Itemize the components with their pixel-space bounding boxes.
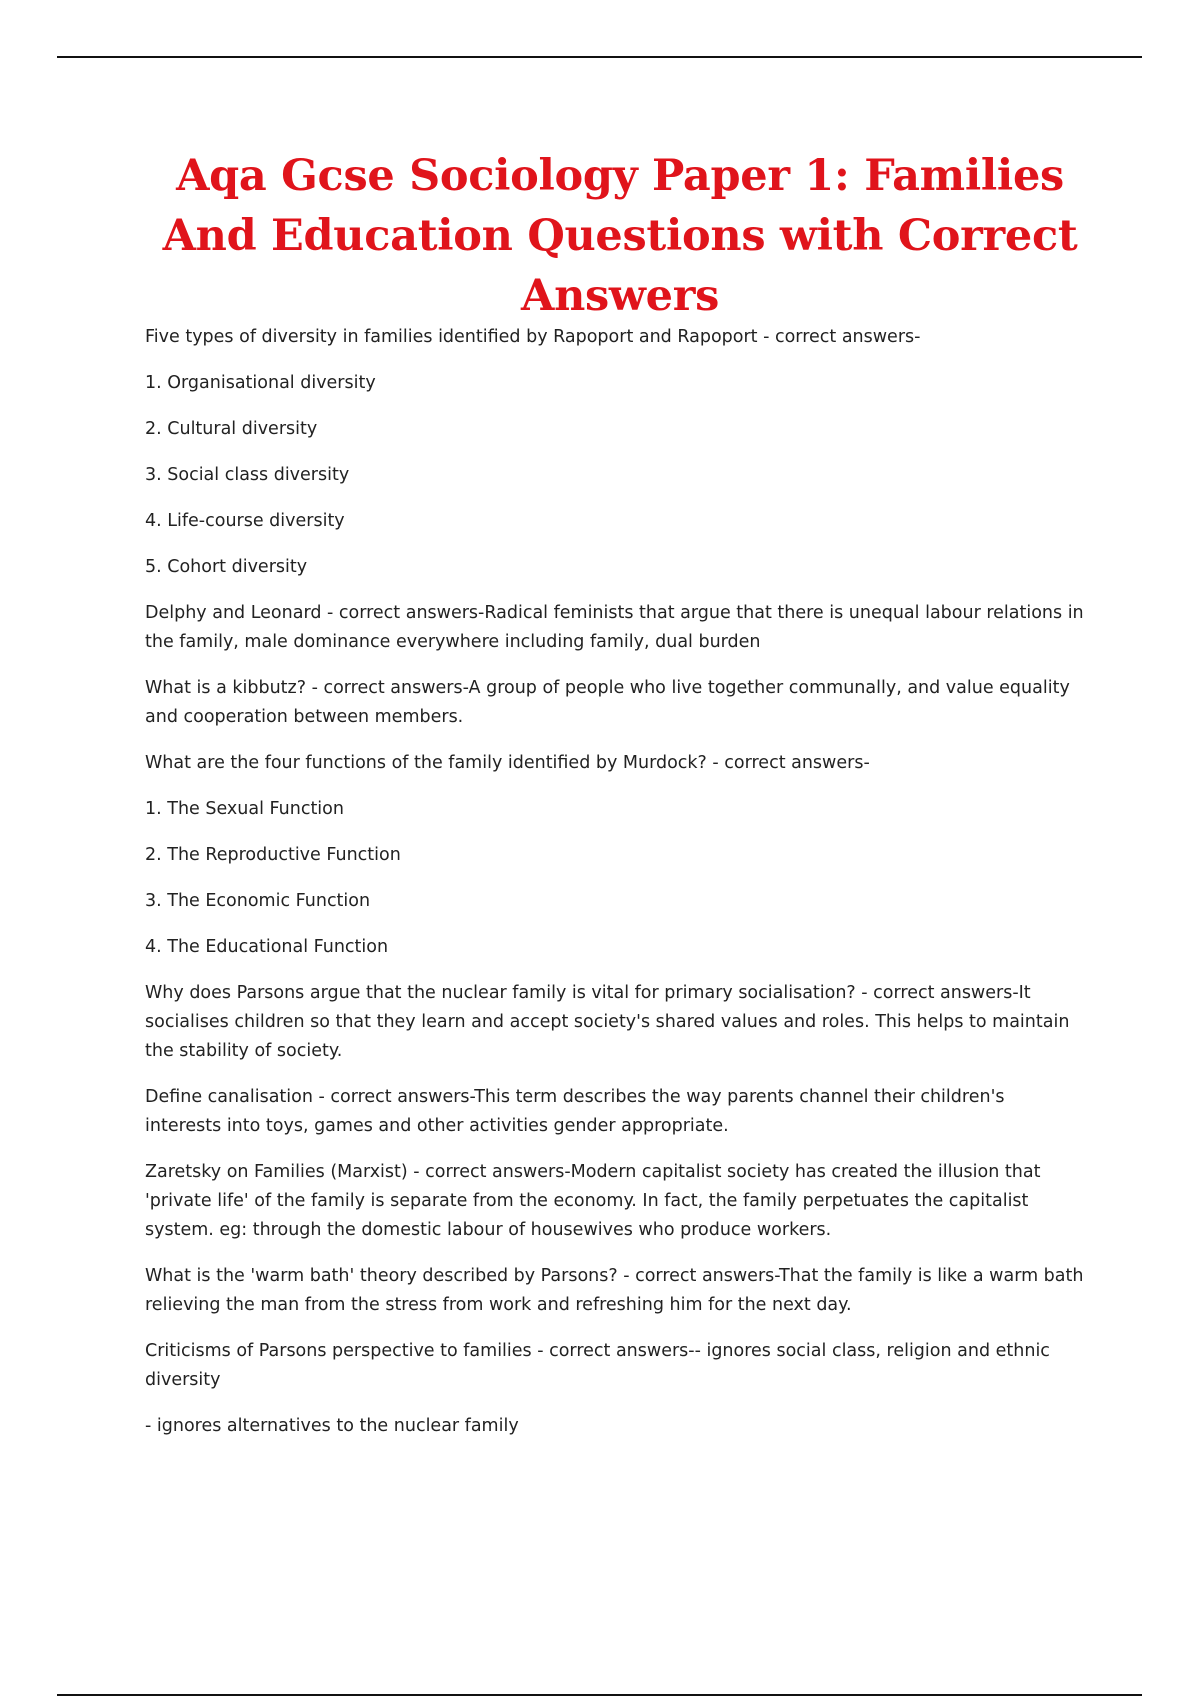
question-paragraph: What are the four functions of the family identified by Murdock? - correct answers- bbox=[145, 753, 870, 773]
footer-rule bbox=[57, 1694, 1142, 1696]
question-paragraph: Criticisms of Parsons perspective to families - correct answers-- ignores social class, religion and ethnic diversity bbox=[145, 1341, 1050, 1390]
list-item: 2. The Reproductive Function bbox=[145, 845, 401, 865]
document-body bbox=[145, 323, 1085, 1458]
question-paragraph: Five types of diversity in families identified by Rapoport and Rapoport - correct answers- bbox=[145, 327, 921, 347]
header-rule bbox=[57, 56, 1142, 58]
list-item: 1. The Sexual Function bbox=[145, 799, 344, 819]
list-item: 5. Cohort diversity bbox=[145, 557, 308, 577]
question-paragraph: What is the 'warm bath' theory described by Parsons? - correct answers-That the family is like a warm bath relieving the man from the stress from work and refreshing him for the next day. bbox=[145, 1266, 1084, 1315]
list-item: 1. Organisational diversity bbox=[145, 373, 376, 393]
list-item: - ignores alternatives to the nuclear family bbox=[145, 1416, 519, 1436]
list-item: 4. Life-course diversity bbox=[145, 511, 345, 531]
list-item: 2. Cultural diversity bbox=[145, 419, 318, 439]
question-paragraph: What is a kibbutz? - correct answers-A group of people who live together communally, and value equality and cooperation between members. bbox=[145, 678, 1070, 727]
question-paragraph: Define canalisation - correct answers-This term describes the way parents channel their children's interests into toys, games and other activities gender appropriate. bbox=[145, 1087, 1005, 1136]
list-item: 3. Social class diversity bbox=[145, 465, 350, 485]
question-paragraph: Delphy and Leonard - correct answers-Radical feminists that argue that there is unequal labour relations in the family, male dominance everywhere including family, dual burden bbox=[145, 603, 1084, 652]
document-title: Aqa Gcse Sociology Paper 1: Families And Education Questions with Correct Answers bbox=[162, 151, 1078, 321]
question-paragraph: Why does Parsons argue that the nuclear family is vital for primary socialisation? - correct answers-It socialises children so that they learn and accept society's shared values and roles. This helps to maintain the stability of society. bbox=[145, 983, 1070, 1061]
list-item: 4. The Educational Function bbox=[145, 937, 389, 957]
list-item: 3. The Economic Function bbox=[145, 891, 371, 911]
question-paragraph: Zaretsky on Families (Marxist) - correct answers-Modern capitalist society has created the illusion that 'private life' of the family is separate from the economy. In fact, the family perpetuates the capitalist system. eg: through the domestic labour of housewives who produce workers. bbox=[145, 1162, 1041, 1240]
